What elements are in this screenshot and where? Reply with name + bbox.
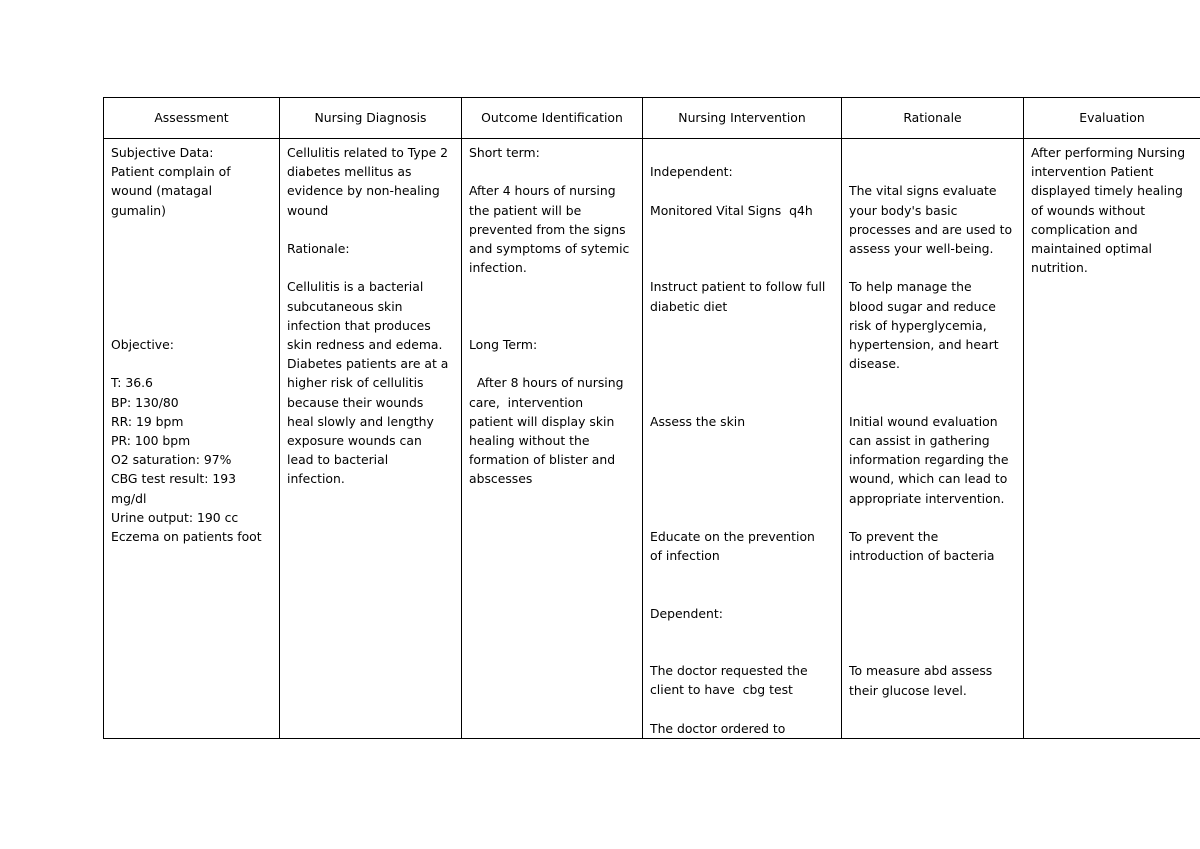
diagnosis-rationale-label: Rationale: xyxy=(287,241,350,256)
intervention-item: The doctor requested the xyxy=(650,663,808,679)
nursing-care-plan-table xyxy=(103,97,1200,739)
long-term-line: abscesses xyxy=(469,471,533,487)
evaluation-cell xyxy=(1024,139,1200,739)
rationale-line: blood sugar and reduce xyxy=(849,298,996,314)
diagnosis-rationale-line: Cellulitis is a bacterial xyxy=(287,279,424,295)
header-nursing-diagnosis: Nursing Diagnosis xyxy=(280,98,462,139)
subjective-line: Patient complain of xyxy=(111,164,231,180)
rationale-line: risk of hyperglycemia, xyxy=(849,317,987,333)
evaluation-line: of wounds without xyxy=(1031,202,1146,218)
rationale-line: appropriate intervention. xyxy=(849,490,1005,506)
objective-label: Objective: xyxy=(111,336,174,352)
diagnosis-rationale-line: skin redness and edema. xyxy=(287,337,443,352)
evaluation-line: complication and xyxy=(1031,221,1138,237)
long-term-label: Long Term: xyxy=(469,336,538,352)
header-row xyxy=(104,98,1200,139)
long-term-line: patient will display skin xyxy=(469,413,615,429)
diagnosis-rationale-line: infection that produces xyxy=(287,317,431,333)
rationale-line: their glucose level. xyxy=(849,682,967,698)
diagnosis-line: Cellulitis related to Type 2 xyxy=(287,145,449,160)
independent-label: Independent: xyxy=(650,164,733,180)
short-term-line: After 4 hours of nursing xyxy=(469,183,616,199)
intervention-item: Instruct patient to follow full xyxy=(650,279,826,295)
assessment-cell xyxy=(104,139,280,739)
short-term-line: infection. xyxy=(469,260,527,276)
rationale-line: processes and are used to xyxy=(849,221,1013,237)
dependent-label: Dependent: xyxy=(650,605,723,621)
intervention-item: Assess the skin xyxy=(650,413,746,429)
diagnosis-line: diabetes mellitus as xyxy=(287,164,412,180)
intervention-item: The doctor ordered to xyxy=(650,720,786,736)
subjective-label: Subjective Data: xyxy=(111,145,214,160)
objective-line: RR: 19 bpm xyxy=(111,413,184,429)
evaluation-line: nutrition. xyxy=(1031,260,1088,276)
objective-line: Eczema on patients foot xyxy=(111,528,262,544)
header-nursing-intervention: Nursing Intervention xyxy=(643,98,842,139)
rationale-line: disease. xyxy=(849,356,900,372)
diagnosis-rationale-line: infection. xyxy=(287,471,345,487)
intervention-item: diabetic diet xyxy=(650,298,728,314)
objective-line: BP: 130/80 xyxy=(111,394,179,410)
short-term-line: and symptoms of sytemic xyxy=(469,241,630,256)
intervention-item: of infection xyxy=(650,548,720,564)
rationale-line: can assist in gathering xyxy=(849,432,990,448)
rationale-line: introduction of bacteria xyxy=(849,548,995,564)
header-evaluation: Evaluation xyxy=(1024,98,1200,139)
evaluation-line: intervention Patient xyxy=(1031,164,1154,180)
diagnosis-rationale-line: heal slowly and lengthy xyxy=(287,413,434,429)
diagnosis-cell xyxy=(280,139,462,739)
objective-line: PR: 100 bpm xyxy=(111,432,191,448)
objective-line: O2 saturation: 97% xyxy=(111,452,232,468)
rationale-line: The vital signs evaluate xyxy=(849,183,997,199)
rationale-line: To prevent the xyxy=(849,528,939,544)
diagnosis-rationale-line: higher risk of cellulitis xyxy=(287,375,424,391)
intervention-item: Educate on the prevention xyxy=(650,528,815,544)
objective-line: mg/dl xyxy=(111,490,147,506)
header-outcome-identification: Outcome Identification xyxy=(462,98,643,139)
long-term-line: care, intervention xyxy=(469,394,584,410)
diagnosis-rationale-line: Diabetes patients are at a xyxy=(287,356,449,372)
long-term-line: formation of blister and xyxy=(469,452,616,468)
diagnosis-line: evidence by non-healing xyxy=(287,183,440,199)
rationale-line: wound, which can lead to xyxy=(849,471,1008,487)
subjective-line: gumalin) xyxy=(111,202,166,218)
objective-line: T: 36.6 xyxy=(111,375,153,391)
rationale-line: assess your well-being. xyxy=(849,240,994,256)
long-term-line: After 8 hours of nursing xyxy=(469,375,624,391)
rationale-line: hypertension, and heart xyxy=(849,336,999,352)
content-row xyxy=(104,139,1200,739)
short-term-label: Short term: xyxy=(469,145,540,160)
long-term-line: healing without the xyxy=(469,432,590,448)
intervention-item: client to have cbg test xyxy=(650,682,793,698)
short-term-line: prevented from the signs xyxy=(469,221,626,237)
diagnosis-line: wound xyxy=(287,202,329,218)
outcome-cell xyxy=(462,139,643,739)
intervention-cell xyxy=(643,139,842,739)
evaluation-line: maintained optimal xyxy=(1031,241,1152,257)
header-rationale: Rationale xyxy=(842,98,1024,139)
diagnosis-rationale-line: lead to bacterial xyxy=(287,452,389,468)
diagnosis-rationale-line: exposure wounds can xyxy=(287,433,422,449)
rationale-cell xyxy=(842,139,1024,739)
intervention-item: Monitored Vital Signs q4h xyxy=(650,202,813,218)
rationale-line: Initial wound evaluation xyxy=(849,413,998,429)
evaluation-line: displayed timely healing xyxy=(1031,183,1183,199)
rationale-line: To measure abd assess xyxy=(849,663,993,679)
objective-line: CBG test result: 193 xyxy=(111,471,237,487)
rationale-line: information regarding the xyxy=(849,452,1009,468)
rationale-line: your body's basic xyxy=(849,202,958,218)
header-assessment: Assessment xyxy=(104,98,280,139)
subjective-line: wound (matagal xyxy=(111,183,213,199)
objective-line: Urine output: 190 cc xyxy=(111,509,239,525)
evaluation-line: After performing Nursing xyxy=(1031,145,1186,160)
short-term-line: the patient will be xyxy=(469,202,582,218)
diagnosis-rationale-line: subcutaneous skin xyxy=(287,298,403,314)
diagnosis-rationale-line: because their wounds xyxy=(287,394,424,410)
rationale-line: To help manage the xyxy=(849,279,972,295)
